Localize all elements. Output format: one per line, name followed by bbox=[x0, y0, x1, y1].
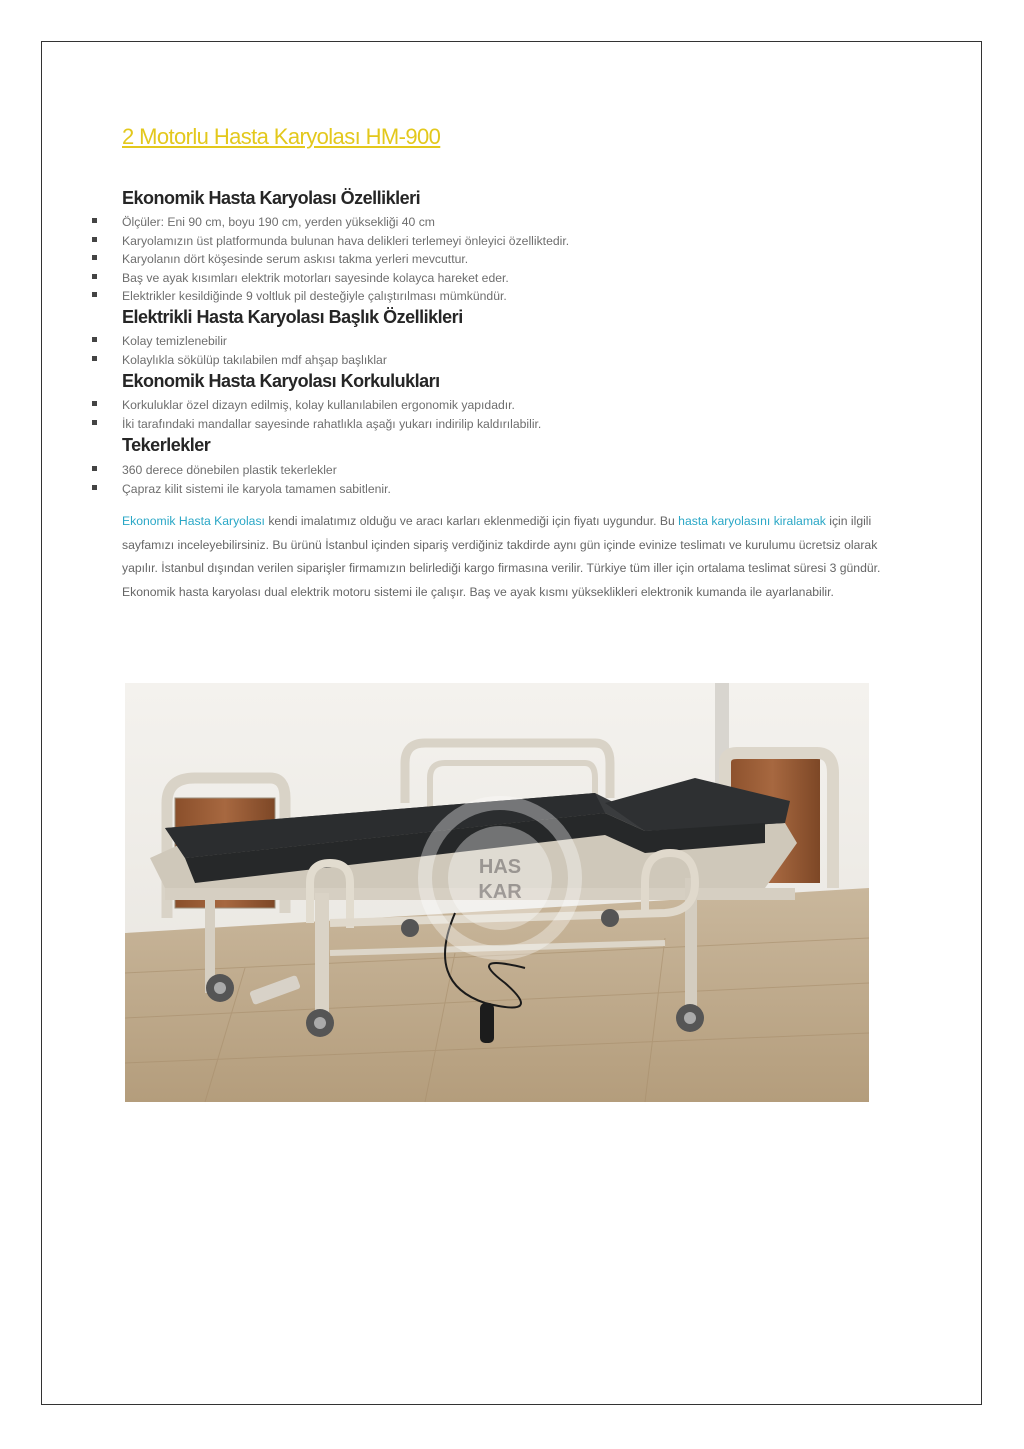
square-bullet-icon bbox=[92, 485, 97, 490]
section-heading-wheels: Tekerlekler bbox=[122, 435, 211, 455]
watermark-text-bottom: KAR bbox=[478, 881, 522, 903]
list-item: Kolaylıkla sökülüp takılabilen mdf ahşap başlıklar bbox=[122, 351, 387, 370]
square-bullet-icon bbox=[92, 466, 97, 471]
list-item: İki tarafındaki mandallar sayesinde rahatlıkla aşağı yukarı indirilip kaldırılabilir. bbox=[122, 415, 541, 434]
features-list bbox=[122, 213, 569, 306]
watermark-text-top: HAS bbox=[478, 856, 522, 878]
square-bullet-icon bbox=[92, 255, 97, 260]
square-bullet-icon bbox=[92, 420, 97, 425]
link-hasta-karyolasini-kiralamak[interactable]: hasta karyolasını kiralamak bbox=[678, 514, 826, 529]
list-item: Çapraz kilit sistemi ile karyola tamamen sabitlenir. bbox=[122, 480, 391, 499]
section-heading-features: Ekonomik Hasta Karyolası Özellikleri bbox=[122, 188, 421, 208]
list-item: Korkuluklar özel dizayn edilmiş, kolay kullanılabilen ergonomik yapıdadır. bbox=[122, 396, 541, 415]
list-item: Kolay temizlenebilir bbox=[122, 332, 387, 351]
list-item: Baş ve ayak kısımları elektrik motorları sayesinde kolayca hareket eder. bbox=[122, 269, 569, 288]
list-item: 360 derece dönebilen plastik tekerlekler bbox=[122, 461, 391, 480]
paragraph-text: kendi imalatımız olduğu ve aracı karları eklenmediği için fiyatı uygundur. Bu bbox=[264, 514, 679, 529]
headboard-list bbox=[122, 332, 387, 369]
list-item: Karyolanın dört köşesinde serum askısı takma yerleri mevcuttur. bbox=[122, 250, 569, 269]
list-item: Elektrikler kesildiğinde 9 voltluk pil desteğiyle çalıştırılması mümkündür. bbox=[122, 287, 569, 306]
square-bullet-icon bbox=[92, 401, 97, 406]
paragraph-text: için ilgili sayfamızı inceleyebilirsiniz. Bu ürünü İstanbul içinden sipariş verdiğiniz takdirde aynı gün içinde evinize teslimatı ve kurulumu ücretsiz olarak yapılır. İstanbul dışından verilen siparişler firmamızın belirlediği kargo firmasına verilir. Türkiye tüm iller için ortalama teslimat süresi 3 gündür. Ekonomik hasta karyolası dual elektrik motoru sistemi ile çalışır. Baş ve ayak kısmı yükseklikleri elektronik kumanda ile ayarlanabilir. bbox=[122, 514, 881, 599]
square-bullet-icon bbox=[92, 274, 97, 279]
square-bullet-icon bbox=[92, 218, 97, 223]
list-item: Ölçüler: Eni 90 cm, boyu 190 cm, yerden yüksekliği 40 cm bbox=[122, 213, 569, 232]
link-ekonomik-hasta-karyolasi[interactable]: Ekonomik Hasta Karyolası bbox=[122, 514, 265, 529]
hospital-bed-image bbox=[125, 683, 869, 1102]
list-item: Karyolamızın üst platformunda bulunan hava delikleri terlemeyi önleyici özelliktedir. bbox=[122, 232, 569, 251]
document-title[interactable]: 2 Motorlu Hasta Karyolası HM-900 bbox=[122, 124, 441, 149]
wheels-list bbox=[122, 461, 391, 498]
square-bullet-icon bbox=[92, 356, 97, 361]
rails-list bbox=[122, 396, 541, 433]
body-paragraph bbox=[122, 510, 892, 604]
square-bullet-icon bbox=[92, 337, 97, 342]
product-photo bbox=[125, 683, 869, 1102]
section-heading-rails: Ekonomik Hasta Karyolası Korkulukları bbox=[122, 371, 440, 391]
section-heading-headboard: Elektrikli Hasta Karyolası Başlık Özellikleri bbox=[122, 307, 463, 327]
square-bullet-icon bbox=[92, 237, 97, 242]
square-bullet-icon bbox=[92, 292, 97, 297]
